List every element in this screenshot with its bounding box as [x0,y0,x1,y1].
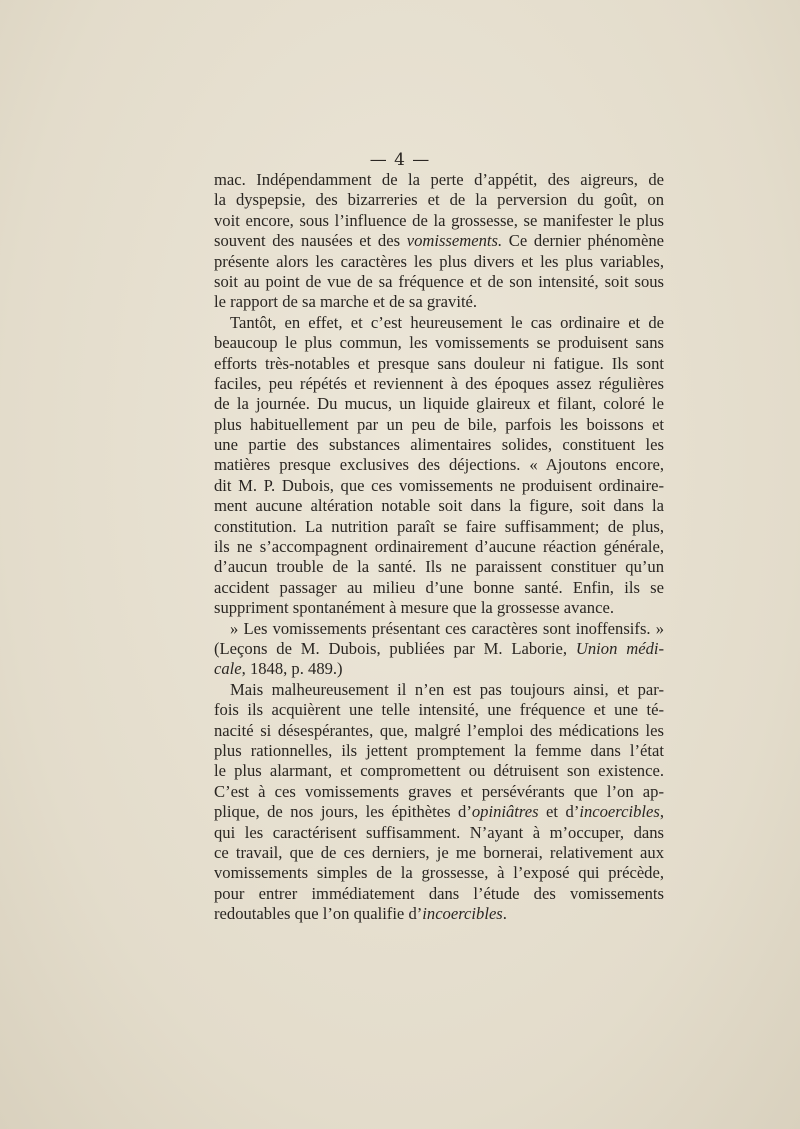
text-line [214,517,664,537]
text-segment: soit au point de vue de sa fréquence et de son intensité, soit sous [214,271,664,291]
text-segment: le plus alarmant, et compromettent ou détruisent son existence. [214,761,664,781]
text-line [214,659,664,679]
text-line [214,476,664,496]
text-line [214,843,664,863]
text-line [214,639,664,659]
text-line [214,170,664,190]
text-segment: qui les caractérisent suffisamment. N’ayant à m’occuper, dans [214,822,664,842]
text-segment: accident passager au milieu d’une bonne santé. Enfin, ils se [214,577,664,597]
text-segment: , 1848, p. 489.) [241,659,343,679]
text-segment: Mais malheureusement il n’en est pas toujours ainsi, et par- [230,679,664,699]
text-segment: suppriment spontanément à mesure que la grossesse avance. [214,598,614,618]
text-segment: , [659,802,664,822]
text-line [214,313,664,333]
italic-text: opiniâtres [471,802,539,822]
text-segment: (Leçons de M. Dubois, publiées par M. Laborie, [214,638,576,658]
text-line [214,598,664,618]
text-segment: fois ils acquièrent une telle intensité, une fréquence et une té- [214,700,664,720]
text-segment: souvent des nausées et des [214,231,407,251]
text-line [214,537,664,557]
text-line [214,292,664,312]
text-segment: vomissements simples de la grossesse, à l’exposé qui précède, [214,863,664,883]
text-segment: présente alors les caractères les plus divers et les plus variables, [214,251,664,271]
text-line [214,455,664,475]
italic-text: vomissements. [406,231,503,251]
text-line [214,435,664,455]
text-segment: plique, de nos jours, les épithètes d’ [214,802,472,822]
text-segment: et d’ [538,802,580,822]
text-segment: efforts très-notables et presque sans douleur ni fatigue. Ils sont [214,353,664,373]
text-line [214,190,664,210]
text-line [214,721,664,741]
text-segment: ment aucune altération notable soit dans la figure, soit dans la [214,496,664,516]
text-segment: la dyspepsie, des bizarreries et de la perversion du goût, on [214,190,664,210]
text-segment: pour entrer immédiatement dans l’étude des vomissements [214,883,664,903]
text-segment: constitution. La nutrition paraît se faire suffisamment; de plus, [214,516,664,536]
text-line [214,272,664,292]
text-segment: » Les vomissements présentant ces caractères sont inoffensifs. » [230,618,664,638]
text-line [214,557,664,577]
text-segment: faciles, peu répétés et reviennent à des époques assez régulières [214,373,664,393]
text-line [214,823,664,843]
text-line [214,578,664,598]
text-segment: plus rationnelles, ils jettent promptement la femme dans l’état [214,740,664,760]
text-line [214,211,664,231]
text-segment: . [502,904,507,924]
text-line [214,884,664,904]
text-segment: nacité si désespérantes, que, malgré l’emploi des médications les [214,720,664,740]
text-segment: dit M. P. Dubois, que ces vomissements ne produisent ordinaire- [214,475,664,495]
text-line [214,496,664,516]
text-segment: Tantôt, en effet, et c’est heureusement le cas ordinaire et de [230,312,664,332]
text-line [214,333,664,353]
text-line [214,415,664,435]
page-number: — 4 — [369,150,431,170]
text-segment: ce travail, que de ces derniers, je me bornerai, relativement aux [214,842,664,862]
body-text [214,170,664,924]
text-segment: plus habituellement par un peu de bile, parfois les boissons et [214,414,664,434]
text-segment: d’aucun trouble de la santé. Ils ne paraissent constituer qu’un [214,557,664,577]
text-line [214,904,664,924]
text-segment: ils ne s’accompagnent ordinairement d’aucune réaction générale, [214,537,664,557]
text-line [214,354,664,374]
text-segment: mac. Indépendamment de la perte d’appétit, des aigreurs, de [214,170,664,189]
text-line [214,782,664,802]
text-segment: matières presque exclusives des déjections. « Ajoutons encore, [214,455,664,475]
text-segment: Ce dernier phénomène [502,231,664,251]
italic-text: Union médi- [575,638,665,658]
text-segment: beaucoup le plus commun, les vomissements se produisent sans [214,333,664,353]
text-segment: une partie des substances alimentaires solides, constituent les [214,435,664,455]
italic-text: incoercibles [422,904,503,924]
text-line [214,619,664,639]
text-line [214,374,664,394]
text-line [214,802,664,822]
italic-text: cale [214,659,242,679]
text-segment: voit encore, sous l’influence de la grossesse, se manifester le plus [214,210,664,230]
italic-text: incoercibles [579,802,660,822]
text-segment: le rapport de sa marche et de sa gravité. [214,292,478,312]
text-line [214,761,664,781]
text-line [214,252,664,272]
text-line [214,700,664,720]
text-line [214,741,664,761]
text-line [214,231,664,251]
text-line [214,394,664,414]
text-segment: de la journée. Du mucus, un liquide glaireux et filant, coloré le [214,394,664,414]
text-line [214,680,664,700]
text-segment: C’est à ces vomissements graves et persévérants que l’on ap- [214,781,664,801]
text-line [214,863,664,883]
text-segment: redoutables que l’on qualifie d’ [214,904,423,924]
